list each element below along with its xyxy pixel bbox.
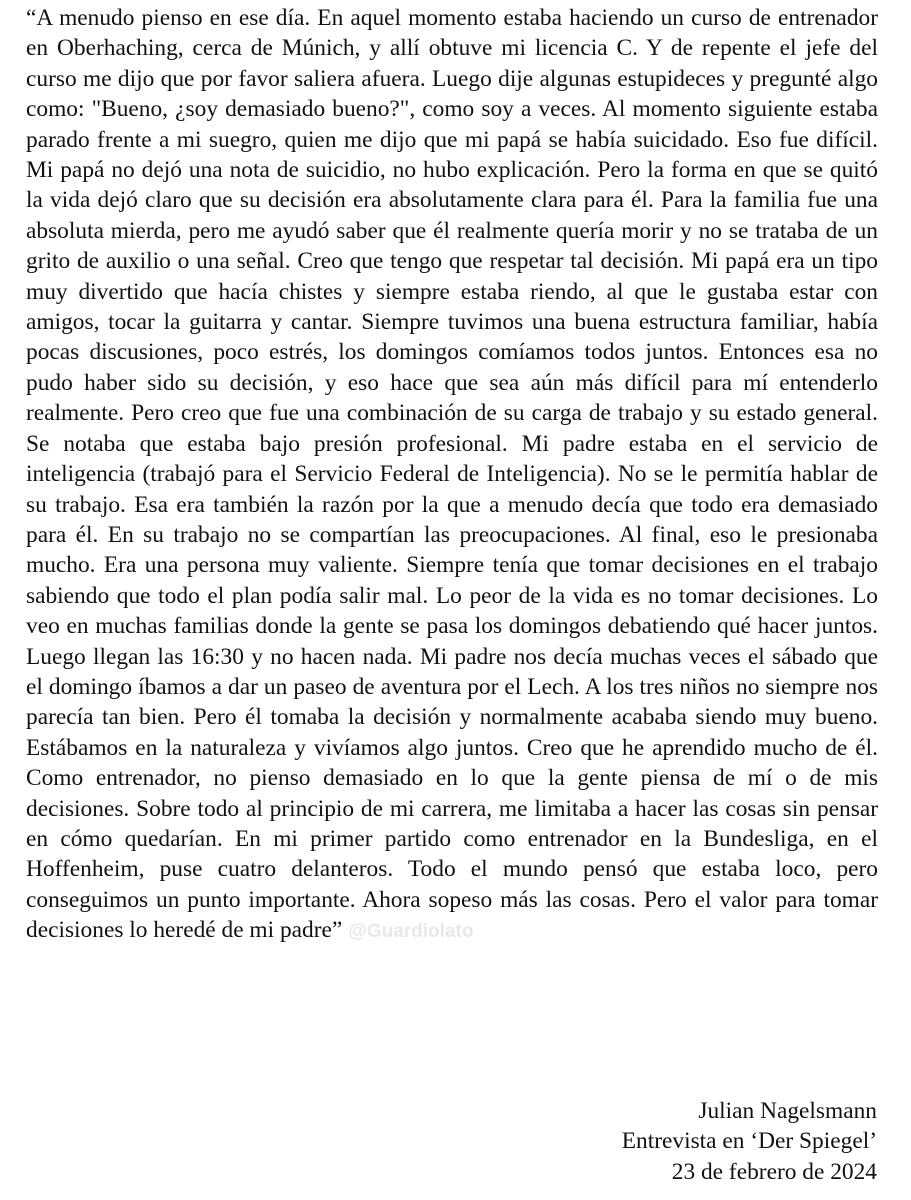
quote-paragraph bbox=[26, 3, 878, 948]
quote-text: “A menudo pienso en ese día. En aquel momento estaba haciendo un curso de entrenador en Oberhaching, cerca de Múnich, y allí obtuve mi licencia C. Y de repente el jefe del curso me dijo que por favor saliera afuera. Luego dije algunas estupideces y pregunté algo como: "Bueno, ¿soy demasiado bueno?", como soy a veces. Al momento siguiente estaba parado frente a mi suegro, quien me dijo que mi papá se había suicidado. Eso fue difícil. Mi papá no dejó una nota de suicidio, no hubo explicación. Pero la forma en que se quitó la vida dejó claro que su decisión era absolutamente clara para él. Para la familia fue una absoluta mierda, pero me ayudó saber que él realmente quería morir y no se trataba de un grito de auxilio o una señal. Creo que tengo que respetar tal decisión. Mi papá era un tipo muy divertido que hacía chistes y siempre estaba riendo, al que le gustaba estar con amigos, tocar la guitarra y cantar. Siempre tuvimos una buena estructura familiar, había pocas discusiones, poco estrés, los domingos comíamos todos juntos. Entonces esa no pudo haber sido su decisión, y eso hace que sea aún más difícil para mí entenderlo realmente. Pero creo que fue una combinación de su carga de trabajo y su estado general. Se notaba que estaba bajo presión profesional. Mi padre estaba en el servicio de inteligencia (trabajó para el Servicio Federal de Inteligencia). No se le permitía hablar de su trabajo. Esa era también la razón por la que a menudo decía que todo era demasiado para él. En su trabajo no se compartían las preocupaciones. Al final, eso le presionaba mucho. Era una persona muy valiente. Siempre tenía que tomar decisiones en el trabajo sabiendo que todo el plan podía salir mal. Lo peor de la vida es no tomar decisiones. Lo veo en muchas familias donde la gente se pasa los domingos debatiendo qué hacer juntos. Luego llegan las 16:30 y no hacen nada. Mi padre nos decía muchas veces el sábado que el domingo íbamos a dar un paseo de aventura por el Lech. A los tres niños no siempre nos parecía tan bien. Pero él tomaba la decisión y normalmente acababa siendo muy bueno. Estábamos en la naturaleza y vivíamos algo juntos. Creo que he aprendido mucho de él. Como entrenador, no pienso demasiado en lo que la gente piensa de mí o de mis decisiones. Sobre todo al principio de mi carrera, me limitaba a hacer las cosas sin pensar en cómo quedarían. En mi primer partido como entrenador en la Bundesliga, en el Hoffenheim, puse cuatro delanteros. Todo el mundo pensó que estaba loco, pero conseguimos un punto importante. Ahora sopeso más las cosas. Pero el valor para tomar decisiones lo heredé de mi padre” bbox=[26, 5, 878, 944]
attribution-block bbox=[622, 1096, 877, 1187]
interview-source: Entrevista en ‘Der Spiegel’ bbox=[621, 1128, 877, 1155]
watermark: @Guardiolato bbox=[348, 921, 474, 943]
interview-date: 23 de febrero de 2024 bbox=[671, 1158, 877, 1185]
author-name: Julian Nagelsmann bbox=[698, 1098, 877, 1124]
